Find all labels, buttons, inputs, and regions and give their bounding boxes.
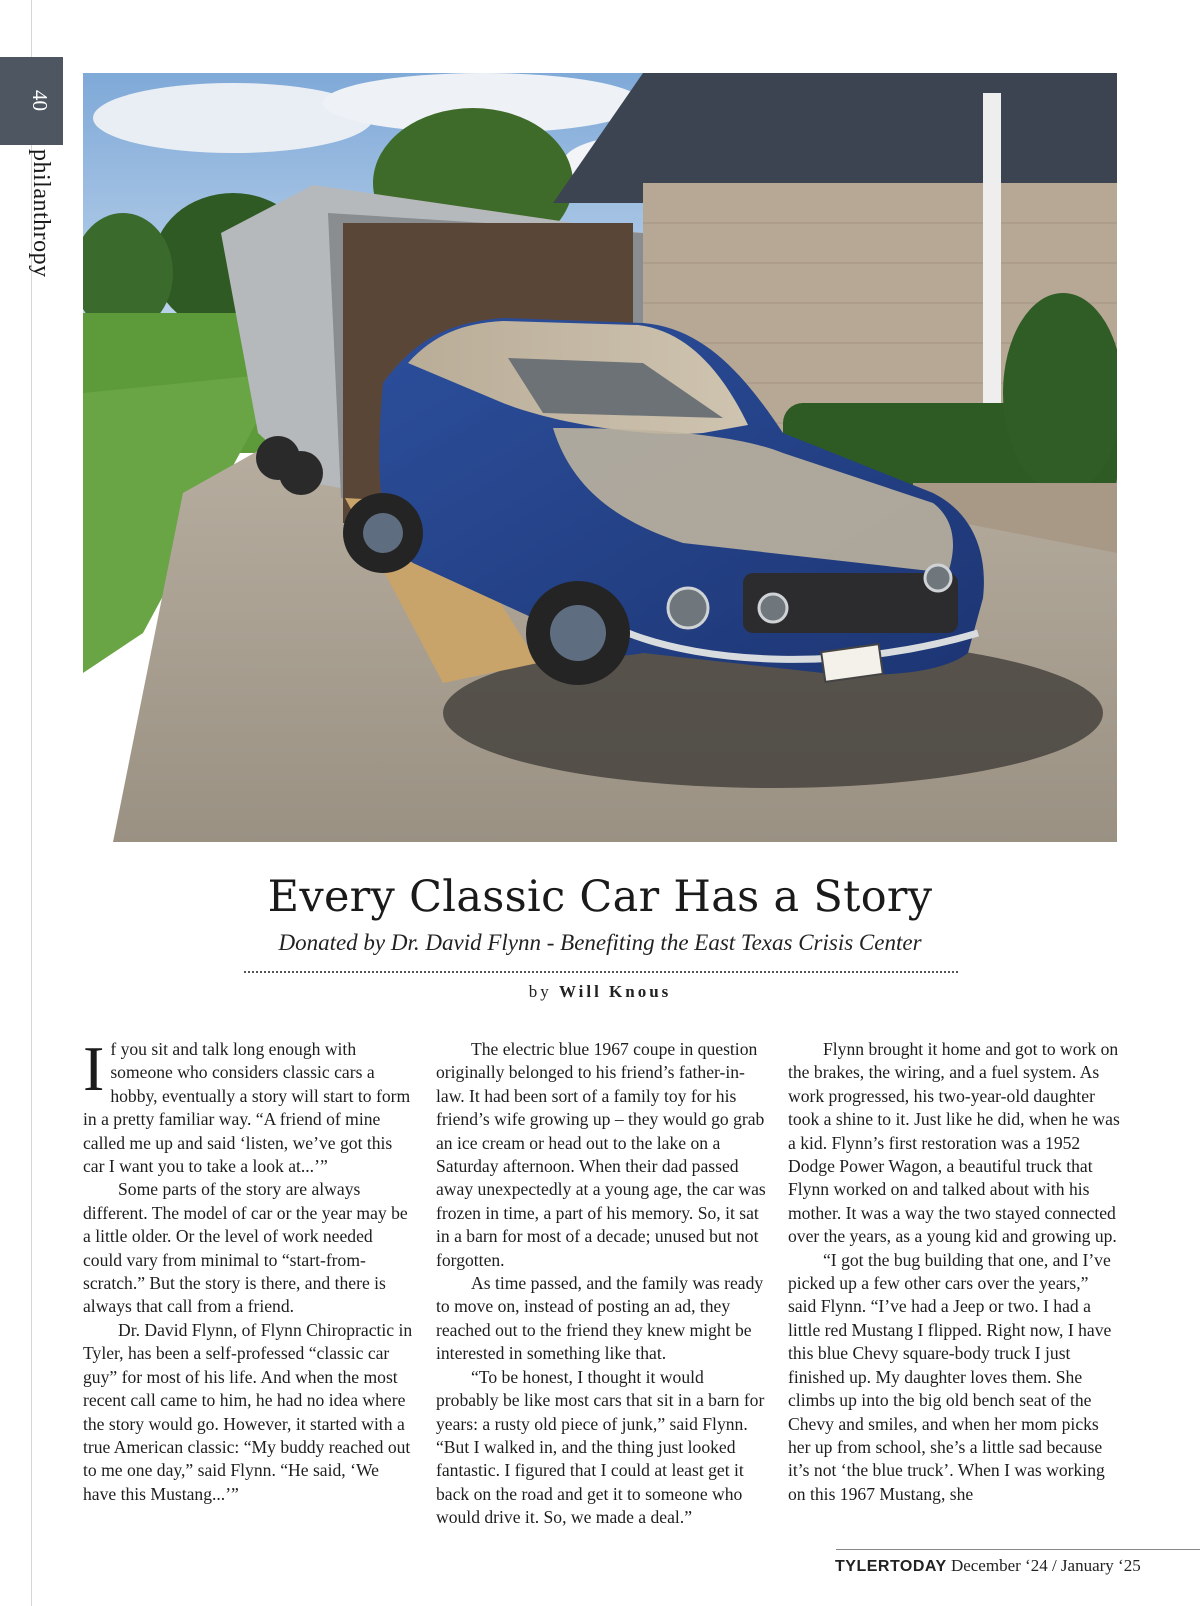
article-photo bbox=[83, 73, 1117, 842]
article-subtitle: Donated by Dr. David Flynn - Benefiting the East Texas Crisis Center bbox=[278, 930, 922, 955]
paragraph: Flynn brought it home and got to work on the brakes, the wiring, and a fuel system. As work progressed, his two-year-old daughter took a shine to it. Just like he did, when he was a kid. Flynn’s first restoration was a 1952 Dodge Power Wagon, a beautiful truck that Flynn worked on and talked about with his mother. It was a way the two stayed connected over the years, as a young kid and growing up. bbox=[788, 1039, 1120, 1247]
section-label: philanthropy bbox=[28, 149, 54, 278]
magazine-name: TYLERTODAY bbox=[835, 1558, 947, 1575]
dotted-divider bbox=[244, 971, 958, 973]
paragraph: The electric blue 1967 coupe in question originally belonged to his friend’s father-in-law. It had been sort of a family toy for his friend’s wife growing up – they would go grab an ice cream or head out to the lake on a Saturday afternoon. When their dad passed away unexpectedly at a young age, the car was frozen in time, a part of his memory. So, it sat in a barn for most of a decade; unused but not forgotten. bbox=[436, 1039, 766, 1270]
footer-rule bbox=[836, 1549, 1200, 1550]
drop-cap: I bbox=[83, 1033, 105, 1104]
issue-date: December ‘24 / January ‘25 bbox=[950, 1556, 1141, 1575]
paragraph: As time passed, and the family was ready to move on, instead of posting an ad, they reached out to the friend they knew might be interested in something like that. bbox=[436, 1273, 764, 1364]
article-column-2 bbox=[436, 1038, 768, 1530]
article-column-3 bbox=[788, 1038, 1120, 1506]
page-footer bbox=[835, 1556, 1195, 1576]
paragraph bbox=[83, 1033, 415, 1178]
page-number: 40 bbox=[28, 90, 52, 111]
byline-prefix: by bbox=[528, 982, 552, 1001]
paragraph-text: f you sit and talk long enough with someone who considers classic cars a hobby, eventually a story will start to form in a pretty familiar way. “A friend of mine called me up and said ‘listen, we’ve got this car I want you to take a look at...’” bbox=[83, 1039, 411, 1177]
paragraph: “To be honest, I thought it would probably be like most cars that sit in a barn for years: a rusty old piece of junk,” said Flynn. “But I walked in, and the thing just looked fantastic. I figured that I could at least get it back on the road and get it to someone who would drive it. So, we made a deal.” bbox=[436, 1366, 765, 1528]
article-column-1 bbox=[83, 1033, 415, 1506]
paragraph: Some parts of the story are always different. The model of car or the year may be a little older. Or the level of work needed could vary from minimal to “start-from-scratch.” But the story is there, and there is always that call from a friend. bbox=[83, 1179, 408, 1317]
author-name: Will Knous bbox=[558, 982, 672, 1001]
byline bbox=[300, 982, 900, 1002]
paragraph: Dr. David Flynn, of Flynn Chiropractic in Tyler, has been a self-professed “classic car guy” for most of his life. And when the most recent call came to him, he had no idea where the story would go. However, it started with a true American classic: “My buddy reached out to me one day,” said Flynn. “He said, ‘We have this Mustang...’” bbox=[83, 1319, 413, 1504]
paragraph: “I got the bug building that one, and I’ve picked up a few other cars over the years,” said Flynn. “I’ve had a Jeep or two. I had a little red Mustang I flipped. Right now, I have this blue Chevy square-body truck I just finished up. My daughter loves them. She climbs up into the big old bench seat of the Chevy and smiles, and when her mom picks her up from school, she’s a little sad because it’s not ‘the blue truck’. When I was working on this 1967 Mustang, she bbox=[788, 1249, 1112, 1504]
article-title: Every Classic Car Has a Story bbox=[267, 872, 933, 922]
